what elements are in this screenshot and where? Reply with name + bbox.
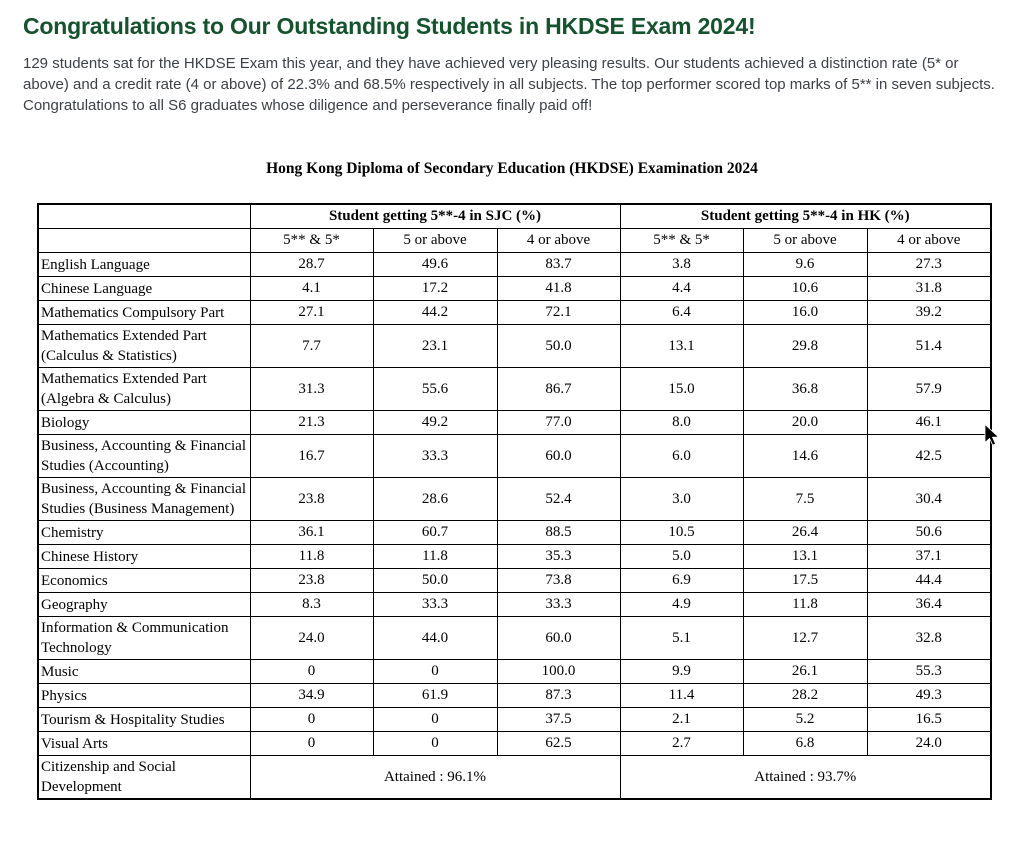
value-cell: 11.8 [743, 593, 867, 617]
value-cell: 33.3 [373, 593, 497, 617]
value-cell: 6.4 [620, 301, 743, 325]
value-cell: 11.4 [620, 684, 743, 708]
value-cell: 4.1 [250, 277, 373, 301]
subject-cell: Mathematics Extended Part (Calculus & Statistics) [38, 325, 250, 368]
value-cell: 13.1 [620, 325, 743, 368]
value-cell: 73.8 [497, 569, 620, 593]
value-cell: 50.0 [497, 325, 620, 368]
subject-cell: Chinese History [38, 545, 250, 569]
subject-cell: Biology [38, 411, 250, 435]
table-row [38, 660, 991, 684]
value-cell: 87.3 [497, 684, 620, 708]
value-cell: 23.1 [373, 325, 497, 368]
value-cell: 60.0 [497, 617, 620, 660]
subject-cell: Chinese Language [38, 277, 250, 301]
value-cell: 31.8 [867, 277, 991, 301]
value-cell: 49.2 [373, 411, 497, 435]
value-cell: 7.5 [743, 478, 867, 521]
sub-header: 5 or above [373, 229, 497, 253]
subject-cell: Tourism & Hospitality Studies [38, 708, 250, 732]
value-cell: 34.9 [250, 684, 373, 708]
value-cell: 6.9 [620, 569, 743, 593]
value-cell: 10.6 [743, 277, 867, 301]
value-cell: 42.5 [867, 435, 991, 478]
value-cell: 26.4 [743, 521, 867, 545]
value-cell: 33.3 [497, 593, 620, 617]
table-row [38, 617, 991, 660]
subject-cell: Business, Accounting & Financial Studies (Accounting) [38, 435, 250, 478]
value-cell: 36.8 [743, 368, 867, 411]
value-cell: 3.0 [620, 478, 743, 521]
subject-cell: Information & Communication Technology [38, 617, 250, 660]
table-row [38, 325, 991, 368]
value-cell: 14.6 [743, 435, 867, 478]
subject-cell: Chemistry [38, 521, 250, 545]
value-cell: 16.5 [867, 708, 991, 732]
value-cell: 11.8 [250, 545, 373, 569]
value-cell: 28.7 [250, 253, 373, 277]
value-cell: 24.0 [867, 732, 991, 756]
value-cell: 29.8 [743, 325, 867, 368]
value-cell: 8.3 [250, 593, 373, 617]
attained-hk-cell: Attained : 93.7% [620, 756, 991, 800]
value-cell: 86.7 [497, 368, 620, 411]
table-row [38, 277, 991, 301]
value-cell: 21.3 [250, 411, 373, 435]
value-cell: 37.5 [497, 708, 620, 732]
results-table [37, 203, 992, 800]
table-row [38, 708, 991, 732]
value-cell: 15.0 [620, 368, 743, 411]
value-cell: 55.6 [373, 368, 497, 411]
value-cell: 23.8 [250, 569, 373, 593]
subject-cell: Citizenship and Social Development [38, 756, 250, 800]
value-cell: 44.2 [373, 301, 497, 325]
value-cell: 2.1 [620, 708, 743, 732]
value-cell: 5.0 [620, 545, 743, 569]
value-cell: 28.2 [743, 684, 867, 708]
sub-header-row [38, 229, 991, 253]
table-row [38, 435, 991, 478]
value-cell: 26.1 [743, 660, 867, 684]
value-cell: 5.1 [620, 617, 743, 660]
sub-header: 5** & 5* [620, 229, 743, 253]
value-cell: 33.3 [373, 435, 497, 478]
group-header-hk: Student getting 5**-4 in HK (%) [620, 204, 991, 229]
value-cell: 44.4 [867, 569, 991, 593]
table-row [38, 521, 991, 545]
value-cell: 6.8 [743, 732, 867, 756]
value-cell: 4.4 [620, 277, 743, 301]
value-cell: 12.7 [743, 617, 867, 660]
table-row [38, 593, 991, 617]
subject-cell: English Language [38, 253, 250, 277]
value-cell: 7.7 [250, 325, 373, 368]
value-cell: 16.0 [743, 301, 867, 325]
value-cell: 28.6 [373, 478, 497, 521]
value-cell: 27.1 [250, 301, 373, 325]
value-cell: 36.4 [867, 593, 991, 617]
table-row [38, 301, 991, 325]
value-cell: 16.7 [250, 435, 373, 478]
table-row-citizenship [38, 756, 991, 800]
group-header-row [38, 204, 991, 229]
value-cell: 60.7 [373, 521, 497, 545]
value-cell: 50.6 [867, 521, 991, 545]
value-cell: 37.1 [867, 545, 991, 569]
value-cell: 30.4 [867, 478, 991, 521]
table-caption: Hong Kong Diploma of Secondary Education (HKDSE) Examination 2024 [266, 160, 758, 177]
value-cell: 83.7 [497, 253, 620, 277]
subject-cell: Business, Accounting & Financial Studies (Business Management) [38, 478, 250, 521]
subject-cell: Economics [38, 569, 250, 593]
group-header-sjc: Student getting 5**-4 in SJC (%) [250, 204, 620, 229]
intro-paragraph: 129 students sat for the HKDSE Exam this year, and they have achieved very pleasing results. Our students achieved a distinction rate (5* or above) and a credit rate (4 or above) of 22.3% and 68.5% respectively in all subjects. The top performer scored top marks of 5** in seven subjects. Congratulations to all S6 graduates whose diligence and perseverance finally paid off! [23, 55, 995, 114]
value-cell: 2.7 [620, 732, 743, 756]
value-cell: 13.1 [743, 545, 867, 569]
value-cell: 4.9 [620, 593, 743, 617]
value-cell: 49.3 [867, 684, 991, 708]
table-row [38, 732, 991, 756]
value-cell: 9.9 [620, 660, 743, 684]
subject-cell: Visual Arts [38, 732, 250, 756]
value-cell: 10.5 [620, 521, 743, 545]
value-cell: 35.3 [497, 545, 620, 569]
value-cell: 0 [250, 732, 373, 756]
value-cell: 41.8 [497, 277, 620, 301]
sub-header: 5 or above [743, 229, 867, 253]
value-cell: 17.2 [373, 277, 497, 301]
value-cell: 32.8 [867, 617, 991, 660]
table-row [38, 411, 991, 435]
value-cell: 8.0 [620, 411, 743, 435]
value-cell: 0 [250, 708, 373, 732]
value-cell: 61.9 [373, 684, 497, 708]
value-cell: 62.5 [497, 732, 620, 756]
value-cell: 72.1 [497, 301, 620, 325]
value-cell: 17.5 [743, 569, 867, 593]
value-cell: 6.0 [620, 435, 743, 478]
attained-sjc-cell: Attained : 96.1% [250, 756, 620, 800]
empty-header-cell [38, 204, 250, 229]
value-cell: 88.5 [497, 521, 620, 545]
value-cell: 55.3 [867, 660, 991, 684]
value-cell: 0 [250, 660, 373, 684]
table-row [38, 478, 991, 521]
value-cell: 31.3 [250, 368, 373, 411]
sub-header: 4 or above [867, 229, 991, 253]
table-row [38, 569, 991, 593]
table-row [38, 368, 991, 411]
value-cell: 23.8 [250, 478, 373, 521]
table-row [38, 545, 991, 569]
value-cell: 50.0 [373, 569, 497, 593]
sub-header: 5** & 5* [250, 229, 373, 253]
value-cell: 49.6 [373, 253, 497, 277]
value-cell: 27.3 [867, 253, 991, 277]
value-cell: 5.2 [743, 708, 867, 732]
table-row [38, 253, 991, 277]
subject-cell: Geography [38, 593, 250, 617]
value-cell: 57.9 [867, 368, 991, 411]
value-cell: 52.4 [497, 478, 620, 521]
value-cell: 3.8 [620, 253, 743, 277]
value-cell: 46.1 [867, 411, 991, 435]
value-cell: 51.4 [867, 325, 991, 368]
value-cell: 20.0 [743, 411, 867, 435]
value-cell: 36.1 [250, 521, 373, 545]
value-cell: 60.0 [497, 435, 620, 478]
value-cell: 11.8 [373, 545, 497, 569]
value-cell: 39.2 [867, 301, 991, 325]
value-cell: 9.6 [743, 253, 867, 277]
value-cell: 24.0 [250, 617, 373, 660]
page-title: Congratulations to Our Outstanding Students in HKDSE Exam 2024! [23, 13, 756, 39]
value-cell: 77.0 [497, 411, 620, 435]
sub-header: 4 or above [497, 229, 620, 253]
value-cell: 0 [373, 660, 497, 684]
subject-cell: Physics [38, 684, 250, 708]
value-cell: 0 [373, 708, 497, 732]
value-cell: 44.0 [373, 617, 497, 660]
empty-header-cell [38, 229, 250, 253]
subject-cell: Mathematics Compulsory Part [38, 301, 250, 325]
subject-cell: Music [38, 660, 250, 684]
subject-cell: Mathematics Extended Part (Algebra & Calculus) [38, 368, 250, 411]
value-cell: 100.0 [497, 660, 620, 684]
table-row [38, 684, 991, 708]
value-cell: 0 [373, 732, 497, 756]
